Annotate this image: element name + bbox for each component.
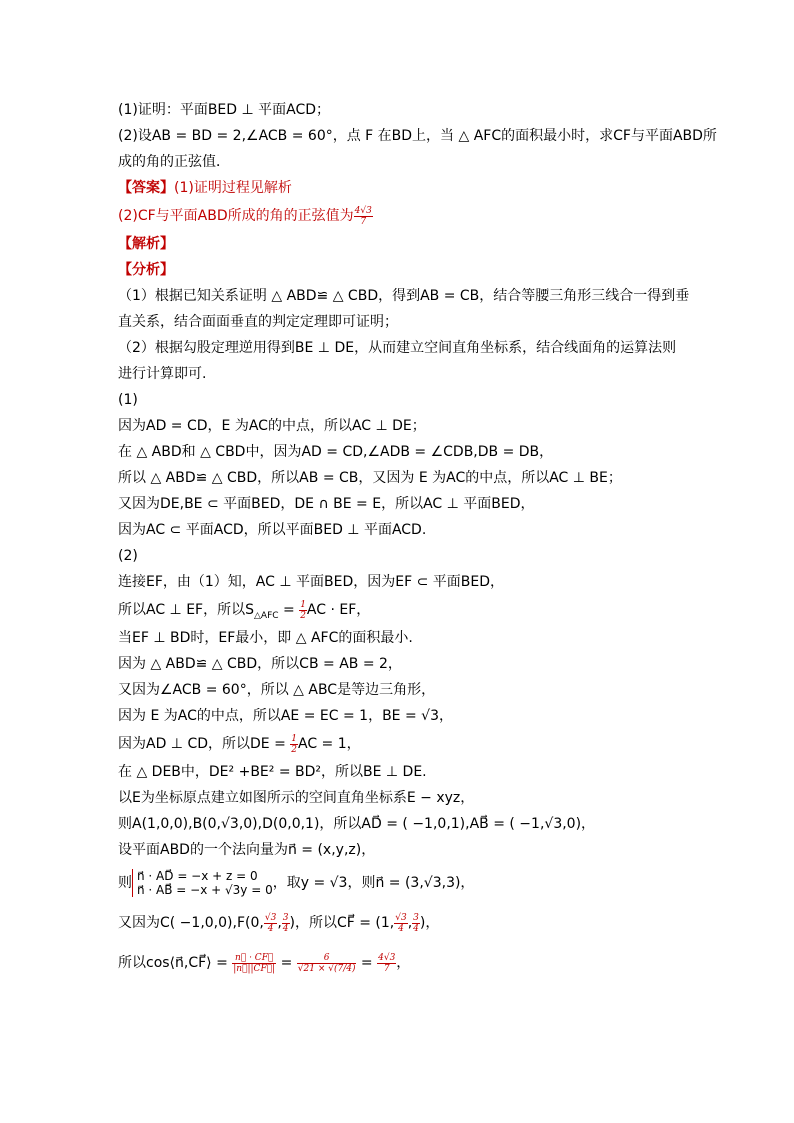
answer-part1: (1)证明过程见解析	[174, 180, 292, 196]
solution2-label: (2)	[118, 548, 138, 564]
cos-frac1	[232, 953, 276, 974]
cf-text-d: )，所以CF⃗ = (1,	[289, 915, 395, 931]
solution2-line-area	[118, 595, 698, 625]
frac-den: 4	[282, 923, 289, 934]
answer-frac-num: 4√3	[354, 205, 372, 216]
solution1-line: 所以 △ ABD≌ △ CBD，所以AB = CB，又因为 E 为AC的中点，所以AC ⊥ BE；	[118, 470, 622, 486]
cos-frac2	[297, 953, 357, 974]
solution1-label: (1)	[118, 392, 138, 408]
frac-den: 2	[291, 744, 297, 755]
solution2-line: 连接EF，由（1）知，AC ⊥ 平面BED，因为EF ⊂ 平面BED，	[118, 574, 504, 590]
area-subscript: △AFC	[254, 610, 279, 621]
problem-part2-line2: 成的角的正弦值．	[118, 154, 230, 170]
half-fraction	[299, 600, 307, 621]
solution2-line-system	[118, 863, 698, 903]
system-eq2: n⃗ · AB⃗ = −x + √3y = 0	[137, 883, 273, 897]
solution1-line: 又因为DE,BE ⊂ 平面BED，DE ∩ BE = E，所以AC ⊥ 平面BED，	[118, 496, 535, 512]
solution2-line: 设平面ABD的一个法向量为n⃗ = (x,y,z)，	[118, 842, 376, 858]
cos-text: 所以cos⟨n⃗,CF⃗⟩ =	[118, 955, 233, 971]
area-eq: =	[278, 602, 300, 618]
frac-num: n⃗ · CF⃗	[232, 953, 276, 964]
cf-frac4	[412, 913, 420, 934]
cos-eq: =	[276, 955, 297, 971]
frac-num: √3	[264, 912, 277, 923]
answer-part2-text: (2)CF与平面ABD所成的角的正弦值为	[118, 208, 354, 224]
frac-num: 1	[291, 733, 297, 744]
answer-line1	[118, 175, 698, 201]
cf-frac1	[264, 913, 277, 934]
document-page	[118, 93, 717, 983]
frac-num: √3	[395, 912, 407, 923]
answer-heading: 【答案】	[118, 180, 174, 196]
solution1-line: 因为AC ⊂ 平面ACD，所以平面BED ⊥ 平面ACD.	[118, 522, 427, 538]
solution1-line: 在 △ ABD和 △ CBD中，因为AD = CD,∠ADB = ∠CDB,DB = DB，	[118, 444, 554, 460]
answer-line2	[118, 201, 698, 231]
solution2-line-de	[118, 729, 698, 759]
solution2-line: 在 △ DEB中，DE² +BE² = BD²，所以BE ⊥ DE.	[118, 764, 427, 780]
cf-comma: ,	[277, 915, 282, 931]
cos-frac3	[377, 953, 396, 974]
frac-den: 4	[267, 923, 274, 934]
solution2-line: 因为 E 为AC的中点，所以AE = EC = 1，BE = √3，	[118, 708, 453, 724]
cf-frac3	[394, 913, 407, 934]
de-text: 因为AD ⊥ CD，所以DE =	[118, 736, 291, 752]
equation-system	[132, 869, 273, 897]
solution2-line-cf	[118, 903, 698, 943]
frac-num: 1	[300, 599, 306, 610]
answer-fraction	[354, 206, 373, 227]
solution2-line: 又因为∠ACB = 60°，所以 △ ABC是等边三角形，	[118, 682, 436, 698]
frac-den: 2	[300, 610, 306, 621]
fenxi-line: （1）根据已知关系证明 △ ABD≌ △ CBD，得到AB = CB，结合等腰三角形三线合一得到垂	[118, 288, 690, 304]
area-tail: AC · EF，	[306, 602, 371, 618]
de-tail: AC = 1，	[298, 736, 361, 752]
solution2-line: 以E为坐标原点建立如图所示的空间直角坐标系E − xyz，	[118, 790, 475, 806]
fenxi-line: 直关系，结合面面垂直的判定定理即可证明；	[118, 314, 398, 330]
de-fraction	[290, 734, 298, 755]
system-prefix: 则	[118, 875, 132, 891]
frac-den: 7	[383, 963, 390, 974]
frac-num: 4√3	[378, 952, 396, 963]
solution2-line: 则A(1,0,0),B(0,√3,0),D(0,0,1)，所以AD⃗ = ( −1,0,1),AB⃗ = ( −1,√3,0)，	[118, 816, 596, 832]
frac-den: |n⃗||CF⃗|	[233, 963, 276, 974]
cf-text-b: (0,	[245, 915, 264, 931]
frac-den: 4	[398, 923, 404, 934]
frac-den: √21 × √(7/4)	[297, 963, 356, 974]
cf-text-f: )，	[419, 915, 440, 931]
cf-comma: ,	[407, 915, 413, 931]
fenxi-line: （2）根据勾股定理逆用得到BE ⊥ DE，从而建立空间直角坐标系，结合线面角的运算法则	[118, 340, 677, 356]
area-text: 所以AC ⊥ EF，所以S	[118, 602, 254, 618]
solution2-line-cos	[118, 943, 698, 983]
frac-den: 4	[413, 923, 419, 934]
frac-num: 3	[413, 912, 419, 923]
solution2-line: 因为 △ ABD≌ △ CBD，所以CB = AB = 2，	[118, 656, 402, 672]
frac-num: 3	[282, 912, 289, 923]
system-eq1: n⃗ · AD⃗ = −x + z = 0	[137, 869, 258, 883]
problem-part2-line1: (2)设AB = BD = 2,∠ACB = 60°，点 F 在BD上，当 △ AFC的面积最小时，求CF与平面ABD所	[118, 128, 717, 144]
frac-num: 6	[297, 953, 357, 964]
fenxi-line: 进行计算即可.	[118, 366, 207, 382]
jiexi-heading	[118, 231, 698, 257]
cos-eq: =	[356, 955, 378, 971]
system-post: ，取y = √3，则n⃗ = (3,√3,3)，	[272, 875, 475, 891]
solution1-line: 因为AD = CD，E 为AC的中点，所以AC ⊥ DE；	[118, 418, 426, 434]
cf-frac2	[282, 913, 290, 934]
cos-tail: ，	[396, 955, 411, 971]
fenxi-heading	[118, 257, 698, 283]
cf-text-a: 又因为C( −1,0,0),F	[118, 915, 246, 931]
jiexi-label: 【解析】	[118, 236, 174, 252]
solution2-line: 当EF ⊥ BD时，EF最小，即 △ AFC的面积最小.	[118, 630, 413, 646]
fenxi-label: 【分析】	[118, 262, 174, 278]
problem-part1: (1)证明：平面BED ⊥ 平面ACD；	[118, 102, 331, 118]
answer-frac-den: 7	[360, 216, 367, 227]
